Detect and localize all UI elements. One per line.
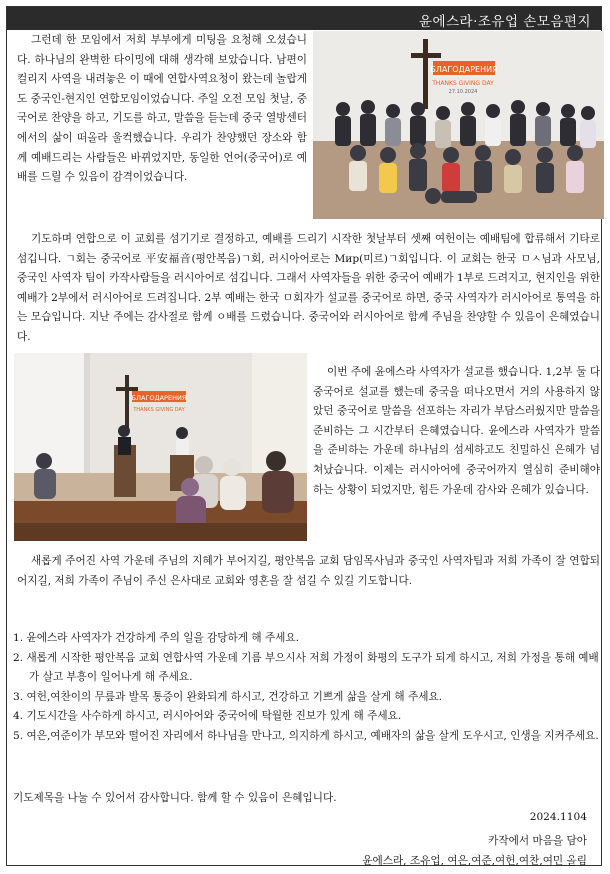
prayer-item: 4. 기도시간을 사수하게 하시고, 러시아어와 중국어에 탁월한 진보가 있게 해 주세요. (13, 710, 402, 723)
letter-header (7, 7, 601, 30)
paragraph-meeting: 그런데 한 모임에서 저희 부부에게 미팅을 요청해 오셨습니다. 하나님의 완벽한 타이밍에 대해 생각해 보았습니다. 남편이 컬리지 사역을 내려놓은 이 때에 연합사역요청이 왔는데 놀랍게도 중국인-현지인 연합모임이었습니다. 주일 오전 모임 첫날, 중국어로 찬양을 하고, 기도를 하고, 말씀을 듣는데 중국 열방센터에서의 삶이 떠올라 울컥했습니다. 우리가 찬양했던 장소와 함께 예배드리는 사람들은 바뀌었지만, 동일한 언어(중국어)로 예배를 드릴 수 있음이 감격이었습니다. (17, 34, 307, 184)
banner-date: 27.10.2024 (448, 89, 478, 95)
banner-text: БЛАГОДАРЕНИЯ (430, 65, 498, 74)
sermon-photo (14, 353, 307, 541)
paragraph-church: 기도하며 연합으로 이 교회를 섬기기로 결정하고, 예배를 드리기 시작한 첫날부터 셋째 여헌이는 예배팀에 합류해서 기타로 섬깁니다. ㄱ회는 중국어로 平安福音(평안복음)ㄱ회, 러시아어로는 Мир(미르)ㄱ회입니다. 이 교회는 한국 ㅁㅅ님과 사모님, 중국인 사역자 팀이 카작사람들을 러시아어로 섬깁니다. 그래서 사역자들을 위한 중국어 예배가 1부로 드려지고, 현지인을 위한 예배가 2부에서 러시아어로 드려집니다. 2부 예배는 한국 ㅁ회자가 설교를 중국어로 하면, 중국 사역자가 러시아어로 통역을 하는 모습입니다. 지난 주에는 감사절로 함께 ㅇ배를 드렸습니다. 중국어와 러시아어로 함께 주님을 찬양할 수 있음이 은혜였습니다. (17, 233, 600, 343)
prayer-item: 3. 여헌,여찬이의 무릎과 발목 통증이 완화되게 하시고, 건강하고 기쁘게 삶을 살게 해 주세요. (13, 690, 443, 703)
prayer-item: 1. 윤에스라 사역자가 건강하게 주의 일을 감당하게 해 주세요. (13, 632, 300, 644)
letter-date: 2024.1104 (529, 811, 587, 823)
banner-subtext: THANKS GIVING DAY (432, 80, 494, 87)
paragraph-sermon: 이번 주에 윤에스라 사역자가 설교를 했습니다. 1,2부 둘 다 중국어로 설교를 했는데 중국을 떠나오면서 거의 사용하지 않았던 중국어로 말씀을 선포하는 자리가 부담스러웠지만 말씀을 준비하는 그 시간부터 은혜였습니다. 윤에스라 사역자가 말씀을 준비하는 가운데 하나님의 섬세하고도 친밀하신 은혜가 넘쳐났습니다. 이제는 러시아어에 중국어까지 열심히 준비해야 하는 상황이 되었지만, 힘든 가운데 감사와 은혜가 있습니다. (313, 366, 600, 496)
group-photo (313, 31, 604, 219)
paragraph-blessing: 새롭게 주어진 사역 가운데 주님의 지혜가 부어지길, 평안복음 교회 담임목사님과 중국인 사역자팀과 저희 가족이 잘 연합되어지길, 저희 가족이 주님이 주신 은사대로 교회와 영혼을 잘 섬길 수 있길 기도합니다. (17, 555, 600, 587)
closing-place: 카작에서 마음을 담아 (488, 835, 587, 847)
closing-thanks: 기도제목을 나눌 수 있어서 감사합니다. 함께 할 수 있음이 은혜입니다. (13, 792, 337, 804)
letter-frame (6, 6, 602, 866)
signers: 윤에스라, 조유업, 여은,여준,여헌,여찬,여민 올림 (362, 855, 587, 867)
prayer-list (13, 629, 603, 747)
prayer-item: 2. 새롭게 시작한 평안복음 교회 연합사역 가운데 기름 부으시사 저희 가정이 화평의 도구가 되게 하시고, 저희 가정을 통해 예배가 살고 부흥이 일어나게 해 주세요. (13, 651, 599, 684)
banner-text-2: БЛАГОДАРЕНИЯ (131, 394, 187, 402)
letter-title: 윤에스라·조유업 손모음편지 (418, 14, 591, 30)
prayer-item: 5. 여은,여준이가 부모와 떨어진 자리에서 하나님을 만나고, 의지하게 하시고, 예배자의 삶을 살게 도우시고, 인생을 지켜주세요. (13, 729, 599, 742)
banner-subtext-2: THANKS GIVING DAY (133, 407, 185, 413)
